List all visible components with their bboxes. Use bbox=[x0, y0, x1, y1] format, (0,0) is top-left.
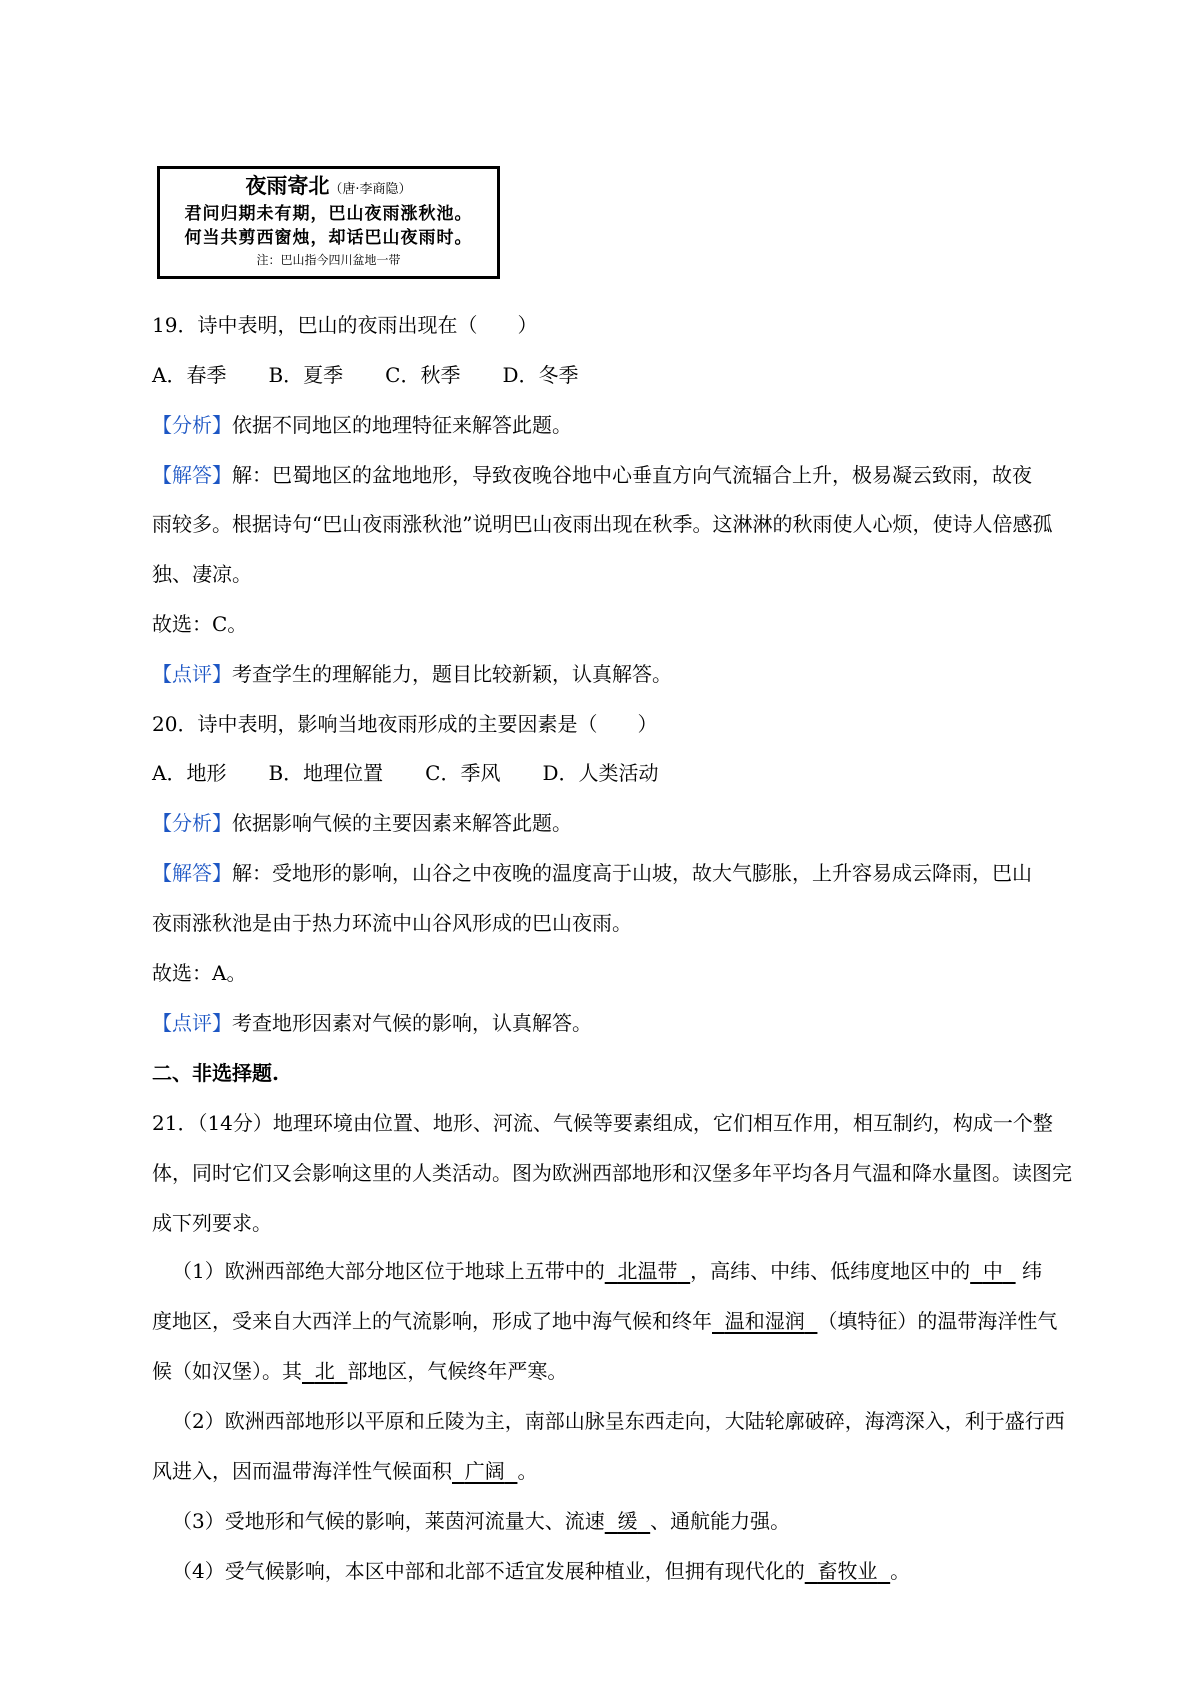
question-20-analysis bbox=[152, 810, 1100, 836]
blank-text: 北 bbox=[314, 1359, 335, 1383]
option-a: A．地形 bbox=[152, 761, 227, 785]
poem-title-text: 夜雨寄北 bbox=[245, 174, 330, 198]
question-19-comment bbox=[152, 661, 1100, 687]
question-20-options bbox=[152, 760, 1100, 786]
text: 部地区，气候终年严寒。 bbox=[347, 1359, 568, 1383]
answer-tag: 【解答】 bbox=[152, 861, 232, 885]
poem-image bbox=[157, 166, 500, 279]
question-19-answer-line-2: 雨较多。根据诗句“巴山夜雨涨秋池”说明巴山夜雨出现在秋季。这淋淋的秋雨使人心烦，使诗人倍感孤 bbox=[152, 512, 1053, 536]
question-19-options bbox=[152, 362, 1100, 388]
question-21-part-2-line-1: （2）欧洲西部地形以平原和丘陵为主，南部山脉呈东西走向，大陆轮廓破碎，海湾深入，利于盛行西 bbox=[172, 1409, 1065, 1433]
analysis-tag: 【分析】 bbox=[152, 413, 232, 437]
poem-title bbox=[160, 174, 497, 202]
blank-text: 广阔 bbox=[464, 1459, 505, 1483]
text: （4）受气候影响，本区中部和北部不适宜发展种植业，但拥有现代化的 bbox=[172, 1559, 805, 1583]
option-b: B．地理位置 bbox=[268, 761, 384, 785]
question-21-part-1-line-1 bbox=[172, 1258, 1100, 1284]
answer-blank bbox=[970, 1259, 1015, 1283]
question-19-stem: 19．诗中表明，巴山的夜雨出现在（ ） bbox=[152, 313, 538, 337]
question-21-part-4 bbox=[172, 1558, 1100, 1584]
text: 纬 bbox=[1021, 1259, 1042, 1283]
poem-author: （唐·李商隐） bbox=[329, 182, 412, 197]
answer-blank bbox=[302, 1359, 347, 1383]
text: 风进入，因而温带海洋性气候面积 bbox=[152, 1459, 452, 1483]
text: 度地区，受来自大西洋上的气流影响，形成了地中海气候和终年 bbox=[152, 1309, 712, 1333]
question-21-part-2-line-2 bbox=[152, 1458, 1100, 1484]
answer-blank bbox=[805, 1559, 890, 1583]
analysis-text: 依据影响气候的主要因素来解答此题。 bbox=[232, 811, 572, 835]
question-20-answer-line-2: 夜雨涨秋池是由于热力环流中山谷风形成的巴山夜雨。 bbox=[152, 911, 632, 935]
text: （填特征）的温带海洋性气 bbox=[817, 1309, 1058, 1333]
section-2-title: 二、非选择题. bbox=[152, 1061, 279, 1085]
answer-blank bbox=[605, 1509, 650, 1533]
answer-text: 解：受地形的影响，山谷之中夜晚的温度高于山坡，故大气膨胀，上升容易成云降雨，巴山 bbox=[232, 861, 1032, 885]
question-21-part-1-line-3 bbox=[152, 1358, 1100, 1384]
answer-tag: 【解答】 bbox=[152, 463, 232, 487]
option-c: C．秋季 bbox=[385, 363, 461, 387]
poem-note: 注：巴山指今四川盆地一带 bbox=[256, 253, 401, 267]
option-c: C．季风 bbox=[425, 761, 501, 785]
question-20-choice: 故选：A。 bbox=[152, 961, 247, 985]
comment-tag: 【点评】 bbox=[152, 662, 232, 686]
analysis-tag: 【分析】 bbox=[152, 811, 232, 835]
question-19-answer-line-3: 独、凄凉。 bbox=[152, 562, 252, 586]
answer-blank bbox=[452, 1459, 517, 1483]
question-21-intro-line-1: 21．（14分）地理环境由位置、地形、河流、气候等要素组成，它们相互作用，相互制约，构成一个整 bbox=[152, 1111, 1053, 1135]
poem-line-1: 君问归期未有期，巴山夜雨涨秋池。 bbox=[184, 204, 473, 224]
option-d: D．人类活动 bbox=[542, 761, 659, 785]
option-a: A．春季 bbox=[152, 363, 227, 387]
option-b: B．夏季 bbox=[268, 363, 344, 387]
question-19-analysis bbox=[152, 412, 1100, 438]
option-d: D．冬季 bbox=[502, 363, 579, 387]
question-19-answer-line-1 bbox=[152, 462, 1100, 488]
text: 候（如汉堡）。其 bbox=[152, 1359, 302, 1383]
blank-text: 中 bbox=[982, 1259, 1003, 1283]
text: 。 bbox=[890, 1559, 911, 1583]
text: ，高纬、中纬、低纬度地区中的 bbox=[690, 1259, 971, 1283]
poem-line-2: 何当共剪西窗烛，却话巴山夜雨时。 bbox=[184, 228, 473, 248]
comment-text: 考查地形因素对气候的影响，认真解答。 bbox=[232, 1011, 592, 1035]
question-21-part-1-line-2 bbox=[152, 1308, 1100, 1334]
answer-text: 解：巴蜀地区的盆地地形，导致夜晚谷地中心垂直方向气流辐合上升，极易凝云致雨，故夜 bbox=[232, 463, 1032, 487]
comment-text: 考查学生的理解能力，题目比较新颖，认真解答。 bbox=[232, 662, 672, 686]
question-20-comment bbox=[152, 1010, 1100, 1036]
answer-blank bbox=[605, 1259, 690, 1283]
text: （1）欧洲西部绝大部分地区位于地球上五带中的 bbox=[172, 1259, 605, 1283]
blank-text: 畜牧业 bbox=[817, 1559, 878, 1583]
blank-text: 缓 bbox=[617, 1509, 638, 1533]
question-21-intro-line-3: 成下列要求。 bbox=[152, 1211, 272, 1235]
question-21-part-3 bbox=[172, 1508, 1100, 1534]
analysis-text: 依据不同地区的地理特征来解答此题。 bbox=[232, 413, 572, 437]
question-20-answer-line-1 bbox=[152, 860, 1100, 886]
question-20-stem: 20．诗中表明，影响当地夜雨形成的主要因素是（ ） bbox=[152, 712, 658, 736]
comment-tag: 【点评】 bbox=[152, 1011, 232, 1035]
answer-blank bbox=[712, 1309, 817, 1333]
question-21-intro-line-2: 体，同时它们又会影响这里的人类活动。图为欧洲西部地形和汉堡多年平均各月气温和降水量图。读图完 bbox=[152, 1161, 1072, 1185]
blank-text: 北温带 bbox=[617, 1259, 678, 1283]
text: 。 bbox=[517, 1459, 538, 1483]
text: 、通航能力强。 bbox=[650, 1509, 791, 1533]
blank-text: 温和湿润 bbox=[724, 1309, 805, 1333]
text: （3）受地形和气候的影响，莱茵河流量大、流速 bbox=[172, 1509, 605, 1533]
question-19-choice: 故选：C。 bbox=[152, 612, 248, 636]
